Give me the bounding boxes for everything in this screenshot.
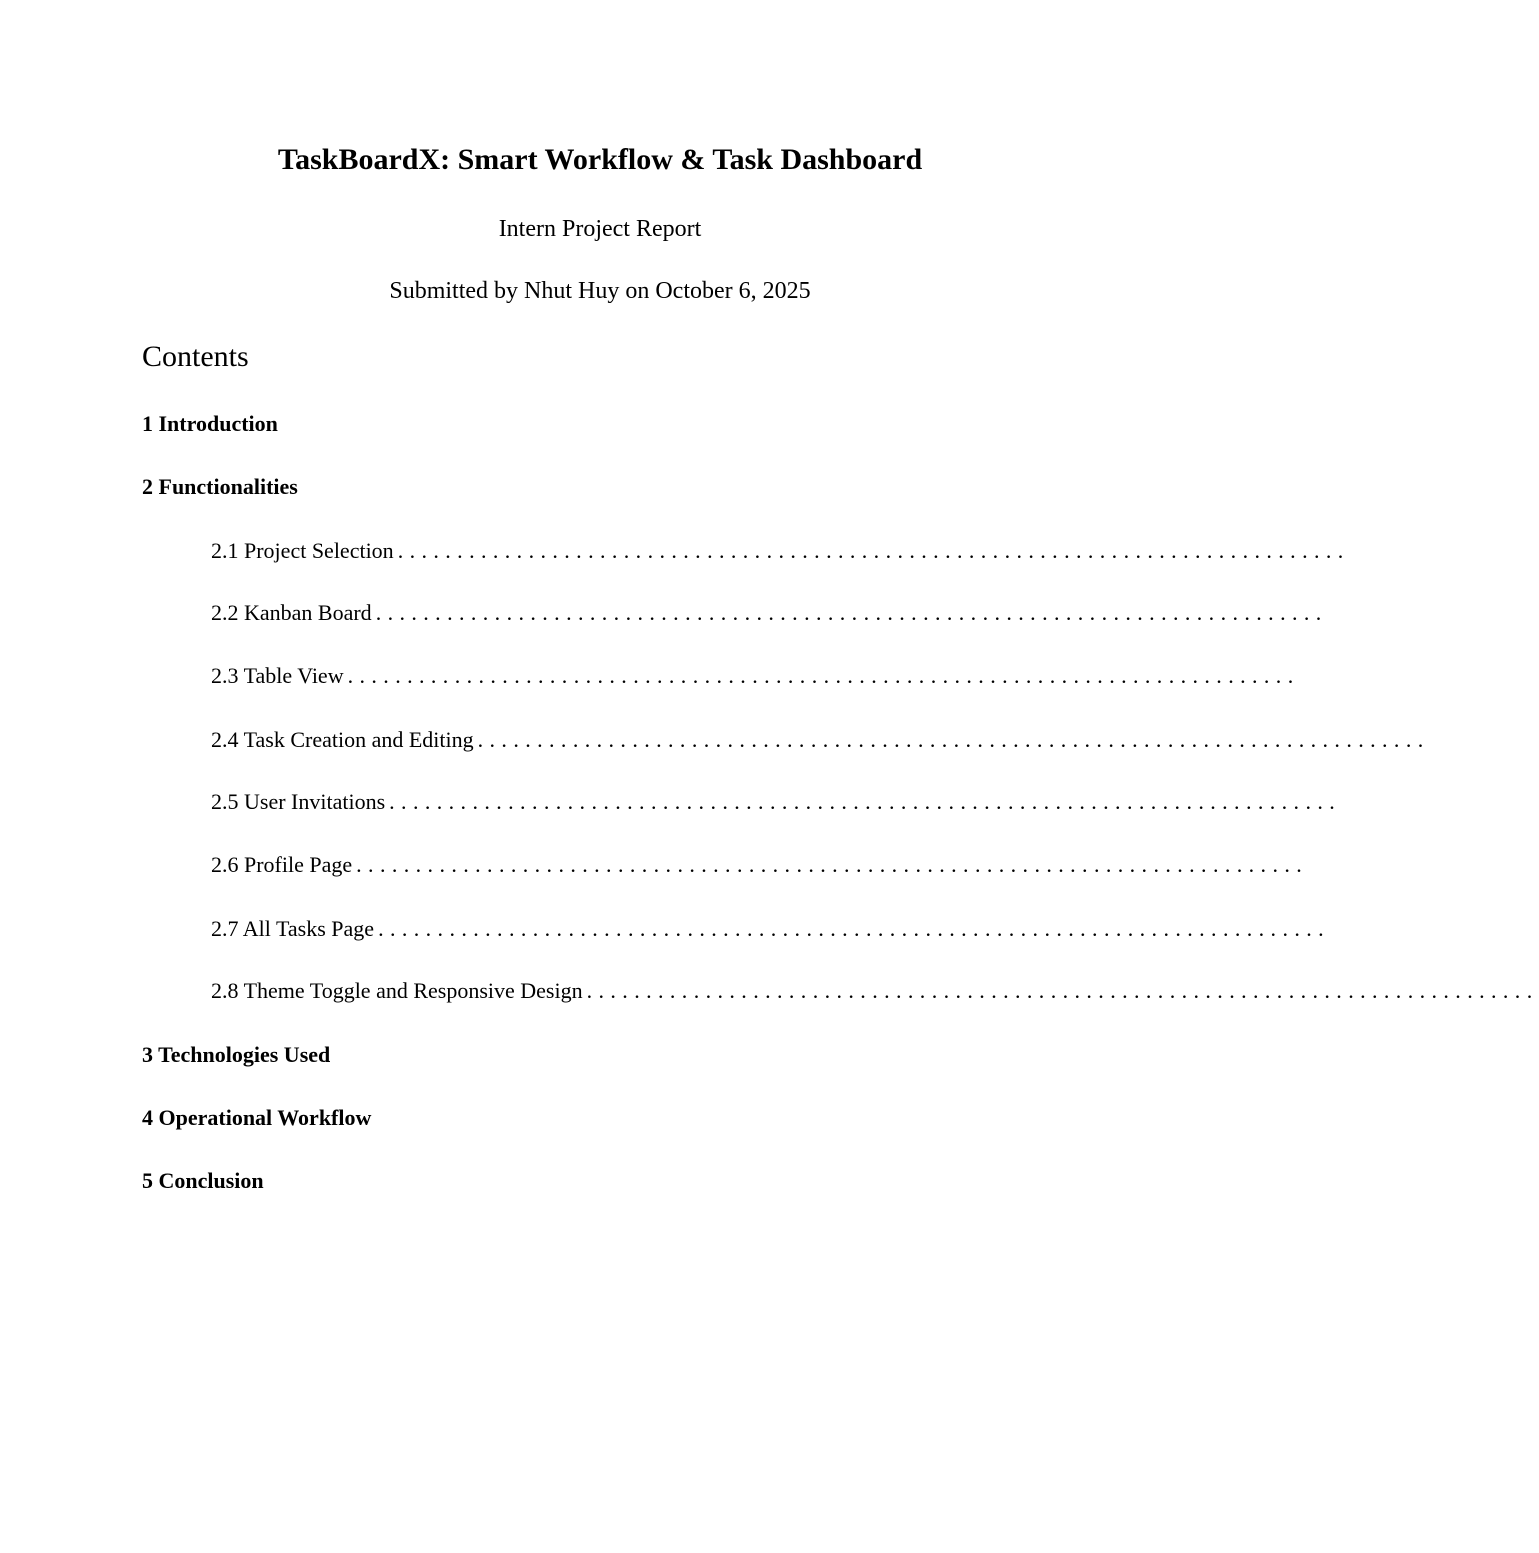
contents-heading: Contents — [142, 340, 249, 373]
toc-subsection-kanban-board[interactable] — [211, 598, 1328, 628]
document-subtitle: Intern Project Report — [498, 216, 702, 242]
toc-subsection-project-selection[interactable] — [211, 536, 1350, 566]
toc-subsection-theme-toggle-responsive[interactable] — [211, 976, 1539, 1006]
toc-subsection-label: 2.2 Kanban Board — [211, 600, 372, 625]
toc-section-technologies-used[interactable]: 3 Technologies Used — [142, 1042, 331, 1067]
toc-subsection-table-view[interactable] — [211, 661, 1300, 691]
document-byline: Submitted by Nhut Huy on October 6, 2025 — [389, 278, 811, 304]
toc-dot-leader: ................................................................................ — [389, 789, 1342, 814]
toc-dot-leader: ................................................................................ — [356, 852, 1309, 877]
toc-dot-leader: ................................................................................ — [378, 916, 1331, 941]
toc-section-functionalities[interactable]: 2 Functionalities — [142, 474, 298, 499]
toc-subsection-all-tasks-page[interactable] — [211, 914, 1331, 944]
toc-subsection-label: 2.8 Theme Toggle and Responsive Design — [211, 978, 583, 1003]
toc-dot-leader: ................................................................................ — [397, 538, 1350, 563]
toc-subsection-task-creation-editing[interactable] — [211, 725, 1430, 755]
toc-subsection-label: 2.4 Task Creation and Editing — [211, 727, 474, 752]
toc-section-conclusion[interactable]: 5 Conclusion — [142, 1168, 264, 1193]
toc-dot-leader: ................................................................................ — [375, 600, 1328, 625]
toc-section-introduction[interactable]: 1 Introduction — [142, 411, 278, 436]
document-title: TaskBoardX: Smart Workflow & Task Dashboard — [277, 143, 923, 176]
toc-subsection-label: 2.3 Table View — [211, 663, 344, 688]
toc-subsection-label: 2.5 User Invitations — [211, 789, 386, 814]
toc-dot-leader: ................................................................................ — [347, 663, 1300, 688]
toc-subsection-label: 2.7 All Tasks Page — [211, 916, 375, 941]
toc-subsection-label: 2.6 Profile Page — [211, 852, 353, 877]
toc-subsection-profile-page[interactable] — [211, 850, 1309, 880]
toc-subsection-user-invitations[interactable] — [211, 787, 1342, 817]
toc-dot-leader: ................................................................................ — [586, 978, 1539, 1003]
toc-dot-leader: ................................................................................ — [477, 727, 1430, 752]
toc-section-operational-workflow[interactable]: 4 Operational Workflow — [142, 1105, 372, 1130]
toc-subsection-label: 2.1 Project Selection — [211, 538, 394, 563]
